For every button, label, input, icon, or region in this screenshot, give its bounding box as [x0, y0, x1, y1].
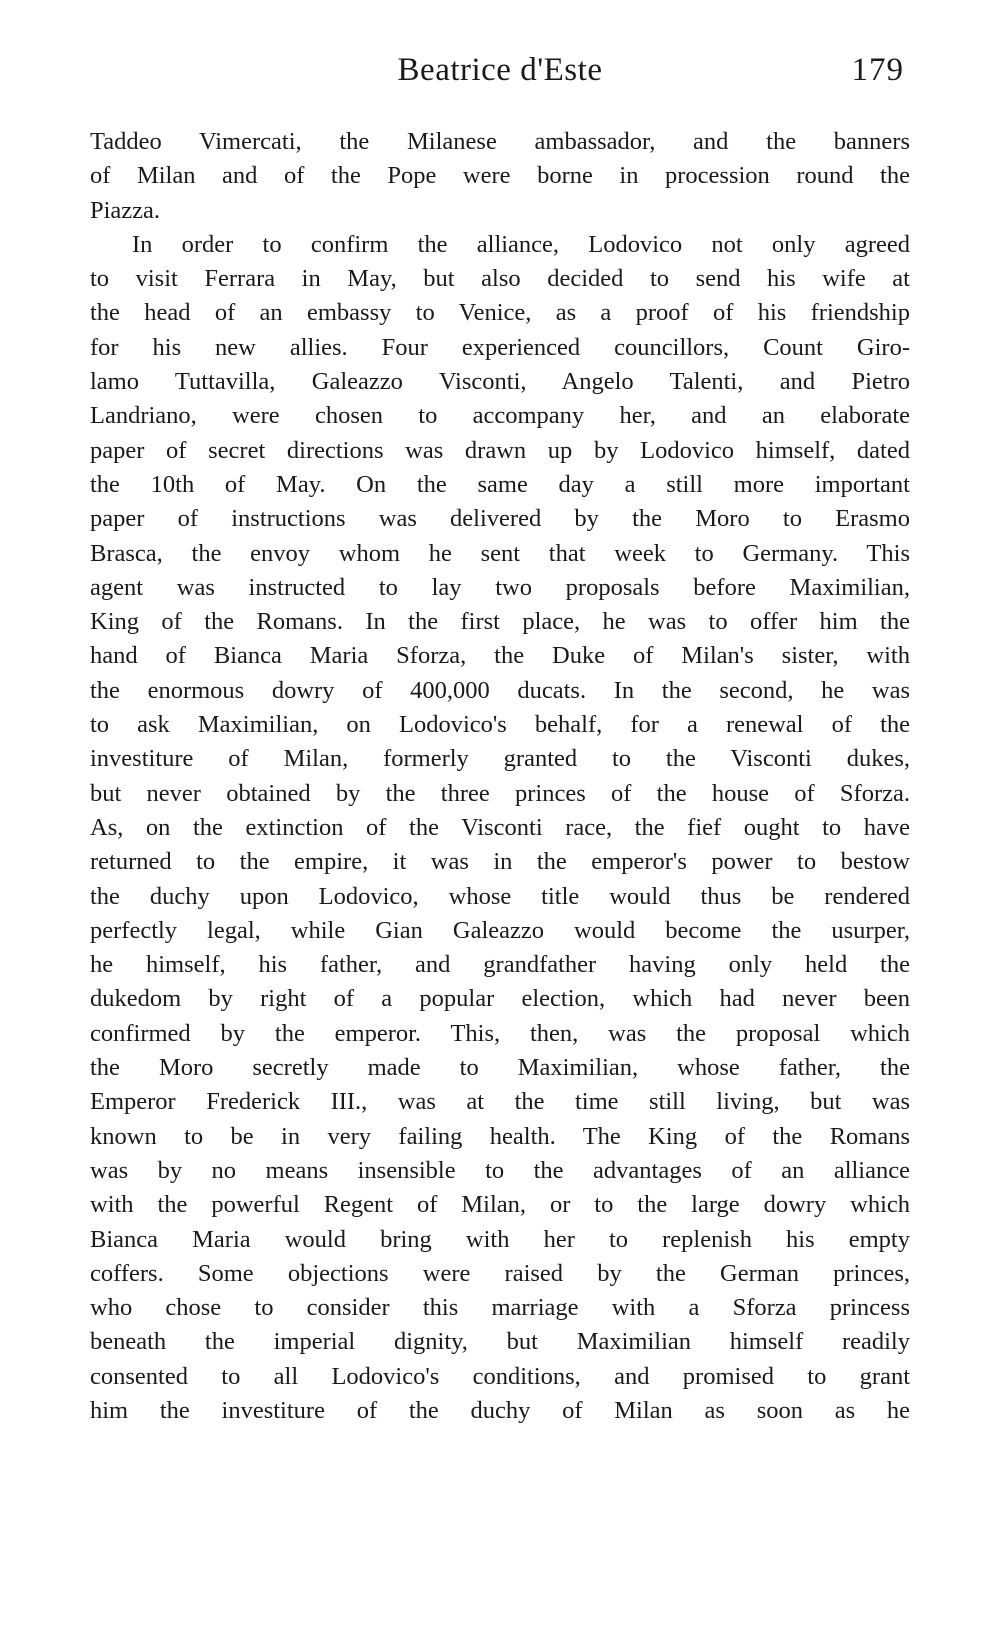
text-line: to visit Ferrara in May, but also decided to send his wife at: [90, 265, 910, 293]
paragraph-first-line: In order to confirm the alliance, Lodovico not only agreed: [132, 230, 910, 258]
text-line: dukedom by right of a popular election, which had never been: [90, 985, 910, 1013]
text-line: paper of instructions was delivered by the Moro to Erasmo: [90, 505, 910, 533]
text-line: hand of Bianca Maria Sforza, the Duke of Milan's sister, with: [90, 642, 910, 670]
text-line: paper of secret directions was drawn up by Lodovico himself, dated: [90, 436, 910, 464]
text-line: with the powerful Regent of Milan, or to the large dowry which: [90, 1191, 910, 1219]
page-number: 179: [851, 52, 904, 88]
text-line: Taddeo Vimercati, the Milanese ambassador, and the banners: [90, 128, 910, 155]
text-line: who chose to consider this marriage with a Sforza princess: [90, 1294, 910, 1322]
text-line: to ask Maximilian, on Lodovico's behalf, for a renewal of the: [90, 711, 910, 739]
text-line: lamo Tuttavilla, Galeazzo Visconti, Angelo Talenti, and Pietro: [90, 368, 910, 396]
text-line: known to be in very failing health. The King of the Romans: [90, 1122, 910, 1150]
text-line: agent was instructed to lay two proposals before Maximilian,: [90, 573, 910, 601]
text-line: for his new allies. Four experienced councillors, Count Giro-: [90, 333, 910, 361]
text-line: the 10th of May. On the same day a still more important: [90, 470, 910, 498]
text-line: him the investiture of the duchy of Milan as soon as he: [90, 1396, 910, 1424]
text-line: Piazza.: [90, 196, 161, 224]
text-line: the duchy upon Lodovico, whose title would thus be rendered: [90, 882, 910, 910]
text-line: the head of an embassy to Venice, as a proof of his friendship: [90, 299, 910, 327]
text-line: Brasca, the envoy whom he sent that week to Germany. This: [90, 539, 910, 567]
text-line: was by no means insensible to the advantages of an alliance: [90, 1156, 910, 1184]
body-text: [90, 125, 910, 1428]
text-line: coffers. Some objections were raised by the German princes,: [90, 1259, 910, 1287]
text-line: beneath the imperial dignity, but Maximilian himself readily: [90, 1328, 910, 1356]
running-title: Beatrice d'Este: [397, 52, 603, 88]
text-line: but never obtained by the three princes of the house of Sforza.: [90, 779, 910, 807]
text-line: the enormous dowry of 400,000 ducats. In the second, he was: [90, 676, 910, 704]
text-line: Bianca Maria would bring with her to replenish his empty: [90, 1225, 910, 1253]
text-line: the Moro secretly made to Maximilian, whose father, the: [90, 1054, 910, 1082]
text-line: of Milan and of the Pope were borne in procession round the: [90, 162, 910, 190]
text-line: As, on the extinction of the Visconti race, the fief ought to have: [90, 813, 910, 841]
text-line: Emperor Frederick III., was at the time still living, but was: [90, 1088, 910, 1116]
text-line: returned to the empire, it was in the emperor's power to bestow: [90, 848, 910, 876]
running-head: [90, 52, 910, 100]
text-line: consented to all Lodovico's conditions, and promised to grant: [90, 1362, 910, 1390]
text-line: perfectly legal, while Gian Galeazzo would become the usurper,: [90, 916, 910, 944]
text-line: confirmed by the emperor. This, then, was the proposal which: [90, 1019, 910, 1047]
text-line: investiture of Milan, formerly granted to the Visconti dukes,: [90, 745, 910, 773]
text-line: Landriano, were chosen to accompany her, and an elaborate: [90, 402, 910, 430]
text-line: King of the Romans. In the first place, he was to offer him the: [90, 608, 910, 636]
text-line: he himself, his father, and grandfather having only held the: [90, 951, 910, 979]
